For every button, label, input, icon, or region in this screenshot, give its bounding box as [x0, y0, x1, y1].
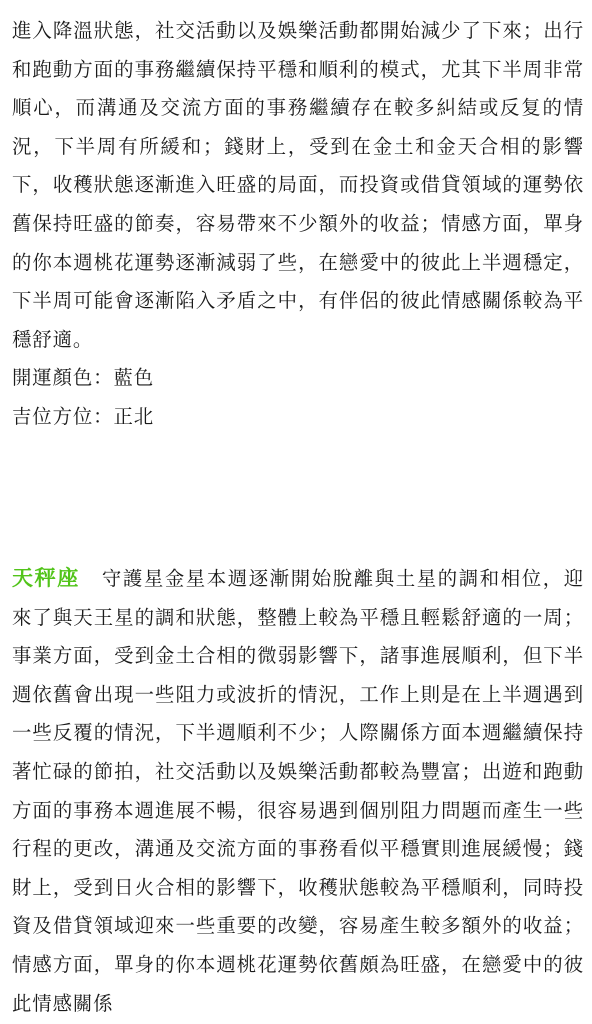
- horoscope-section-previous: [12, 12, 584, 437]
- lucky-color: 開運顏色：藍色: [12, 366, 155, 390]
- horoscope-section-libra: [12, 559, 584, 1023]
- libra-paragraph: 守護星金星本週逐漸開始脫離與土星的調和相位，迎來了與天王星的調和狀態，整體上較為平穩且輕鬆舒適的一周；事業方面，受到金土合相的微弱影響下，諸事進展順利，但下半週依舊會出現一些阻力或波折的情況，工作上則是在上半週遇到一些反覆的情況，下半週順利不少；人際關係方面本週繼續保持著忙碌的節拍，社交活動以及娛樂活動都較為豐富；出遊和跑動方面的事務本週進展不暢，很容易遇到個別阻力問題而產生一些行程的更改，溝通及交流方面的事務看似平穩實則進展緩慢；錢財上，受到日火合相的影響下，收穫狀態較為平穩順利，同時投資及借貸領域迎來一些重要的改變，容易產生較多額外的收益；情感方面，單身的你本週桃花運勢依舊頗為旺盛，在戀愛中的彼此情感關係: [12, 567, 585, 1015]
- horoscope-paragraph: 進入降溫狀態，社交活動以及娛樂活動都開始減少了下來；出行和跑動方面的事務繼續保持平穩和順利的模式，尤其下半周非常順心，而溝通及交流方面的事務繼續存在較多糾結或反复的情況，下半周有所緩和；錢財上，受到在金土和金天合相的影響下，收穫狀態逐漸進入旺盛的局面，而投資或借貸領域的運勢依舊保持旺盛的節奏，容易帶來不少額外的收益；情感方面，單身的你本週桃花運勢逐漸減弱了些，在戀愛中的彼此上半週穩定，下半周可能會逐漸陷入矛盾之中，有伴侶的彼此情感關係較為平穩舒適。: [12, 19, 584, 351]
- sign-title: 天秤座: [12, 566, 80, 590]
- libra-paragraph-block: [12, 559, 584, 1023]
- lucky-direction: 吉位方位：正北: [12, 404, 155, 428]
